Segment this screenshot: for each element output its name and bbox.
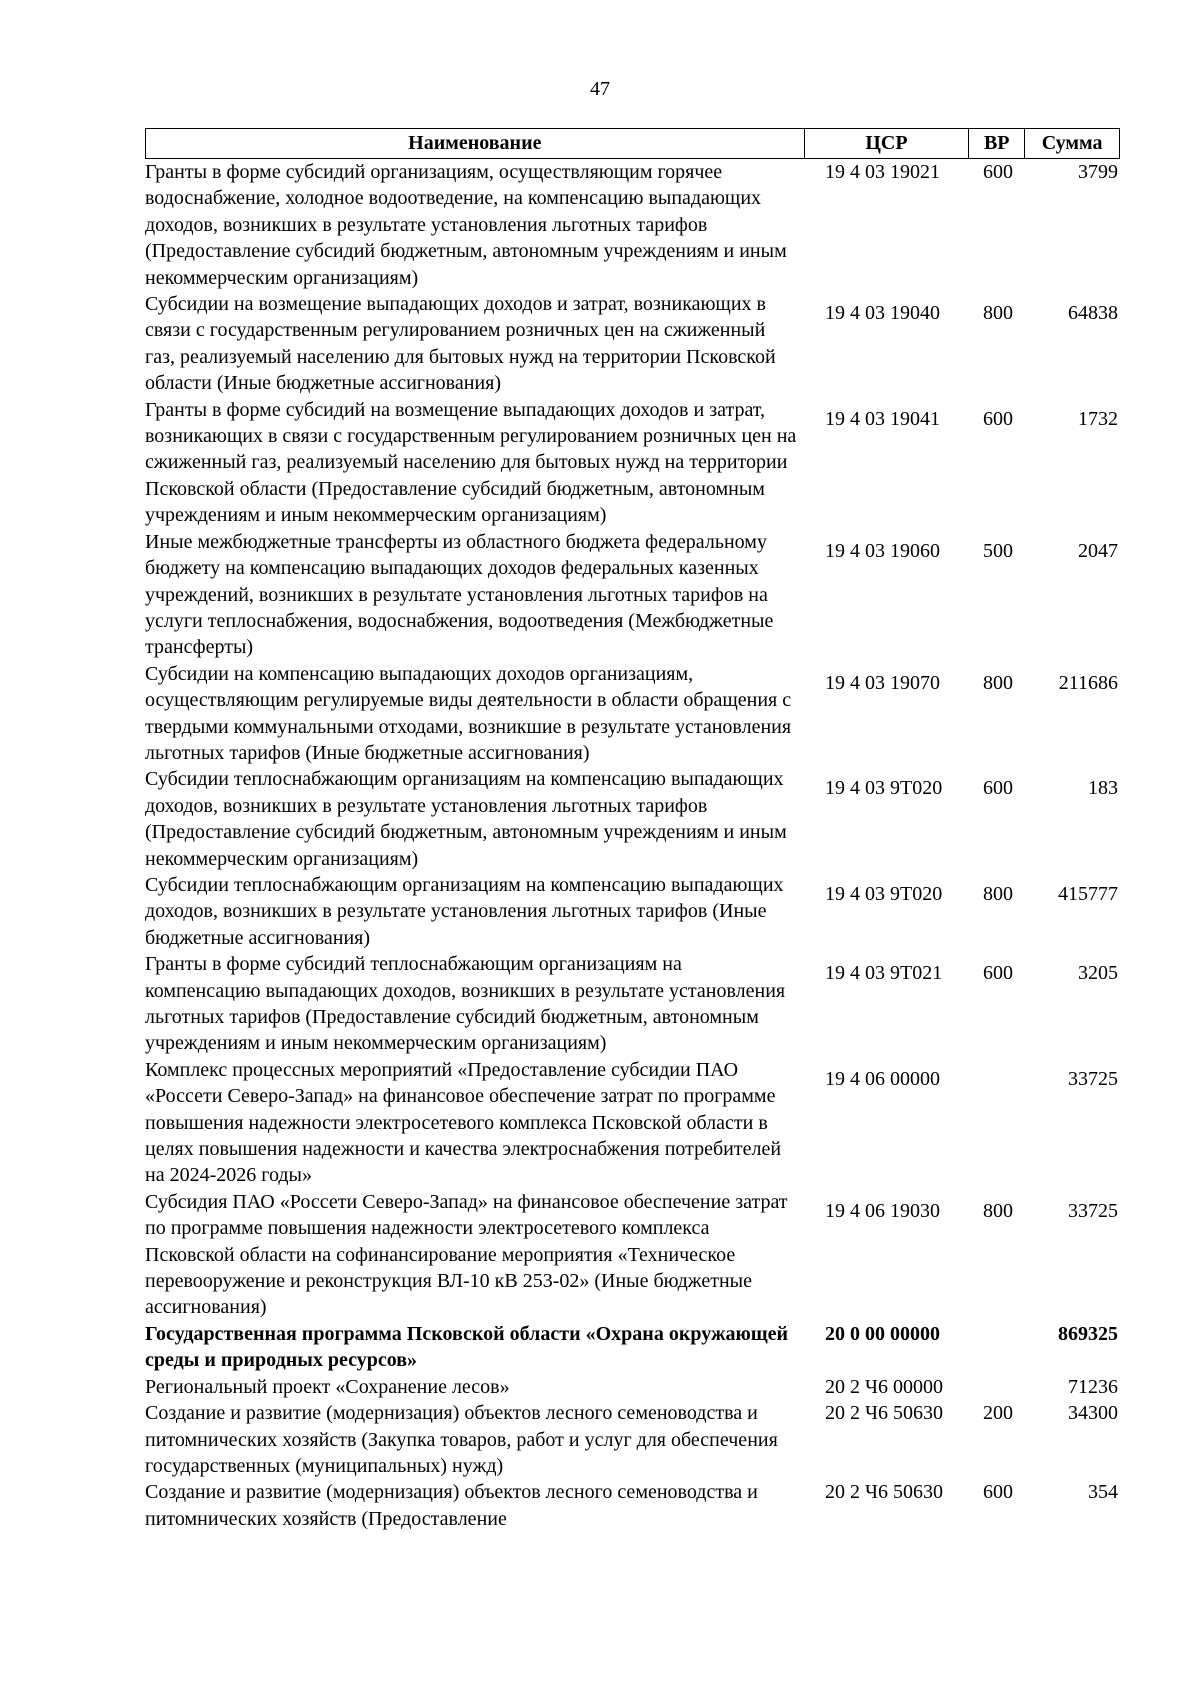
row-vr: 200: [983, 1402, 1013, 1425]
row-vr: 600: [983, 407, 1013, 430]
table-row: [145, 159, 1120, 291]
row-sum: 34300: [1068, 1402, 1118, 1425]
row-name: Субсидии на компенсацию выпадающих доходов организациям, осуществляющим регулируемые виды деятельности в области обращения с твердыми коммунальными отходами, возникшие в результате установления льготных тарифов (Иные бюджетные ассигнования): [145, 662, 792, 764]
row-name: Гранты в форме субсидий на возмещение выпадающих доходов и затрат, возникающих в связи с государственным регулированием розничных цен на сжиженный газ, реализуемый населению для бытовых нужд на территории Псковской области (Предоставление субсидий бюджетным, автономным учреждениям и иным некоммерческим организациям): [145, 398, 797, 527]
row-vr: 800: [983, 671, 1013, 694]
table-row: [145, 1400, 1120, 1479]
row-name: Государственная программа Псковской области «Охрана окружающей среды и природных ресурсов»: [145, 1322, 789, 1372]
row-name: Создание и развитие (модернизация) объектов лесного семеноводства и питомнических хозяйств (Закупка товаров, работ и услуг для обеспечения государственных (муниципальных) нужд): [145, 1402, 778, 1477]
table-row-program: [145, 1321, 1120, 1374]
row-sum: 3205: [1078, 962, 1118, 985]
row-sum: 33725: [1068, 1199, 1118, 1222]
header-name: Наименование: [146, 129, 805, 158]
row-csr: 19 4 06 19030: [825, 1199, 940, 1222]
table-row: [145, 872, 1120, 951]
row-sum: 415777: [1058, 882, 1118, 905]
row-name: Субсидии на возмещение выпадающих доходов и затрат, возникающих в связи с государственным регулированием розничных цен на сжиженный газ, реализуемый населению для бытовых нужд на территории Псковской области (Иные бюджетные ассигнования): [145, 293, 776, 395]
table-row: [145, 397, 1120, 529]
header-csr: ЦСР: [805, 129, 970, 158]
row-csr: 19 4 03 19021: [825, 161, 940, 183]
table-row: [145, 291, 1120, 397]
row-vr: 800: [983, 302, 1013, 325]
row-sum: 3799: [1078, 161, 1118, 183]
row-name: Субсидия ПАО «Россети Северо-Запад» на финансовое обеспечение затрат по программе повышения надежности электросетевого комплекса Псковской области на софинансирование мероприятия «Техническое перевооружение и реконструкция ВЛ-10 кВ 253-02» (Иные бюджетные ассигнования): [145, 1190, 788, 1319]
row-csr: 19 4 03 9Т020: [825, 777, 943, 800]
header-vr: ВР: [969, 129, 1025, 158]
row-sum: 33725: [1068, 1067, 1118, 1090]
row-sum: 183: [1088, 777, 1118, 800]
row-sum: 211686: [1058, 671, 1118, 694]
row-csr: 19 4 03 9Т020: [825, 882, 943, 905]
row-vr: 600: [983, 161, 1013, 183]
table-row: [145, 1374, 1120, 1400]
table-row: [145, 1479, 1120, 1532]
row-name: Субсидии теплоснабжающим организациям на компенсацию выпадающих доходов, возникших в результате установления льготных тарифов (Иные бюджетные ассигнования): [145, 873, 784, 949]
row-name: Создание и развитие (модернизация) объектов лесного семеноводства и питомнических хозяйств (Предоставление: [145, 1481, 758, 1530]
row-name: Гранты в форме субсидий организациям, осуществляющим горячее водоснабжение, холодное водоотведение, на компенсацию выпадающих доходов, возникших в результате установления льготных тарифов (Предоставление субсидий бюджетным, автономным учреждениям и иным некоммерческим организациям): [145, 161, 787, 289]
row-vr: 600: [983, 962, 1013, 985]
row-name: Комплекс процессных мероприятий «Предоставление субсидии ПАО «Россети Северо-Запад» на финансовое обеспечение затрат по программе повышения надежности электросетевого комплекса Псковской области в целях повышения надежности и качества электроснабжения потребителей на 2024-2026 годы»: [145, 1058, 782, 1187]
row-vr: [970, 1374, 1026, 1400]
table-row: [145, 1057, 1120, 1189]
row-csr: 19 4 06 00000: [825, 1067, 940, 1090]
row-sum: 354: [1088, 1481, 1118, 1504]
row-csr: 19 4 03 19060: [825, 539, 940, 562]
row-vr: 500: [983, 539, 1013, 562]
row-vr: 600: [983, 1481, 1013, 1504]
row-csr: 20 0 00 00000: [825, 1322, 940, 1345]
row-sum: 1732: [1078, 407, 1118, 430]
row-name: Региональный проект «Сохранение лесов»: [145, 1375, 510, 1398]
table-row: [145, 951, 1120, 1057]
row-csr: 19 4 03 9Т021: [825, 962, 943, 985]
row-csr: 20 2 Ч6 50630: [825, 1481, 943, 1504]
table-row: [145, 1189, 1120, 1321]
row-csr: 20 2 Ч6 50630: [825, 1402, 943, 1425]
table-row: [145, 661, 1120, 767]
row-sum: 869325: [1058, 1322, 1118, 1345]
table-row: [145, 766, 1120, 872]
header-sum: Сумма: [1041, 132, 1103, 154]
table-row: [145, 529, 1120, 661]
row-csr: 19 4 03 19070: [825, 671, 940, 694]
row-csr: 19 4 03 19040: [825, 302, 940, 325]
row-sum: 2047: [1078, 539, 1118, 562]
table-header: [145, 128, 1120, 159]
page-number: 47: [590, 78, 610, 100]
budget-table: [145, 128, 1120, 1532]
row-csr: 20 2 Ч6 00000: [825, 1375, 943, 1398]
row-vr: [970, 1057, 1026, 1189]
row-vr: 800: [983, 882, 1013, 905]
row-vr: 600: [983, 777, 1013, 800]
row-name: Иные межбюджетные трансферты из областного бюджета федеральному бюджету на компенсацию выпадающих доходов федеральных казенных учреждений, возникших в результате установления льготных тарифов на услуги теплоснабжения, водоснабжения, водоотведения (Межбюджетные трансферты): [145, 530, 774, 659]
row-vr: [970, 1321, 1026, 1374]
row-name: Гранты в форме субсидий теплоснабжающим организациям на компенсацию выпадающих доходов, возникших в результате установления льготных тарифов (Предоставление субсидий бюджетным, автономным учреждениям и иным некоммерческим организациям): [145, 953, 786, 1055]
row-csr: 19 4 03 19041: [825, 407, 940, 430]
row-sum: 64838: [1068, 302, 1118, 325]
row-name: Субсидии теплоснабжающим организациям на компенсацию выпадающих доходов, возникших в результате установления льготных тарифов (Предоставление субсидий бюджетным, автономным учреждениям и иным некоммерческим организациям): [145, 768, 787, 870]
row-vr: 800: [983, 1199, 1013, 1222]
row-sum: 71236: [1068, 1375, 1118, 1398]
